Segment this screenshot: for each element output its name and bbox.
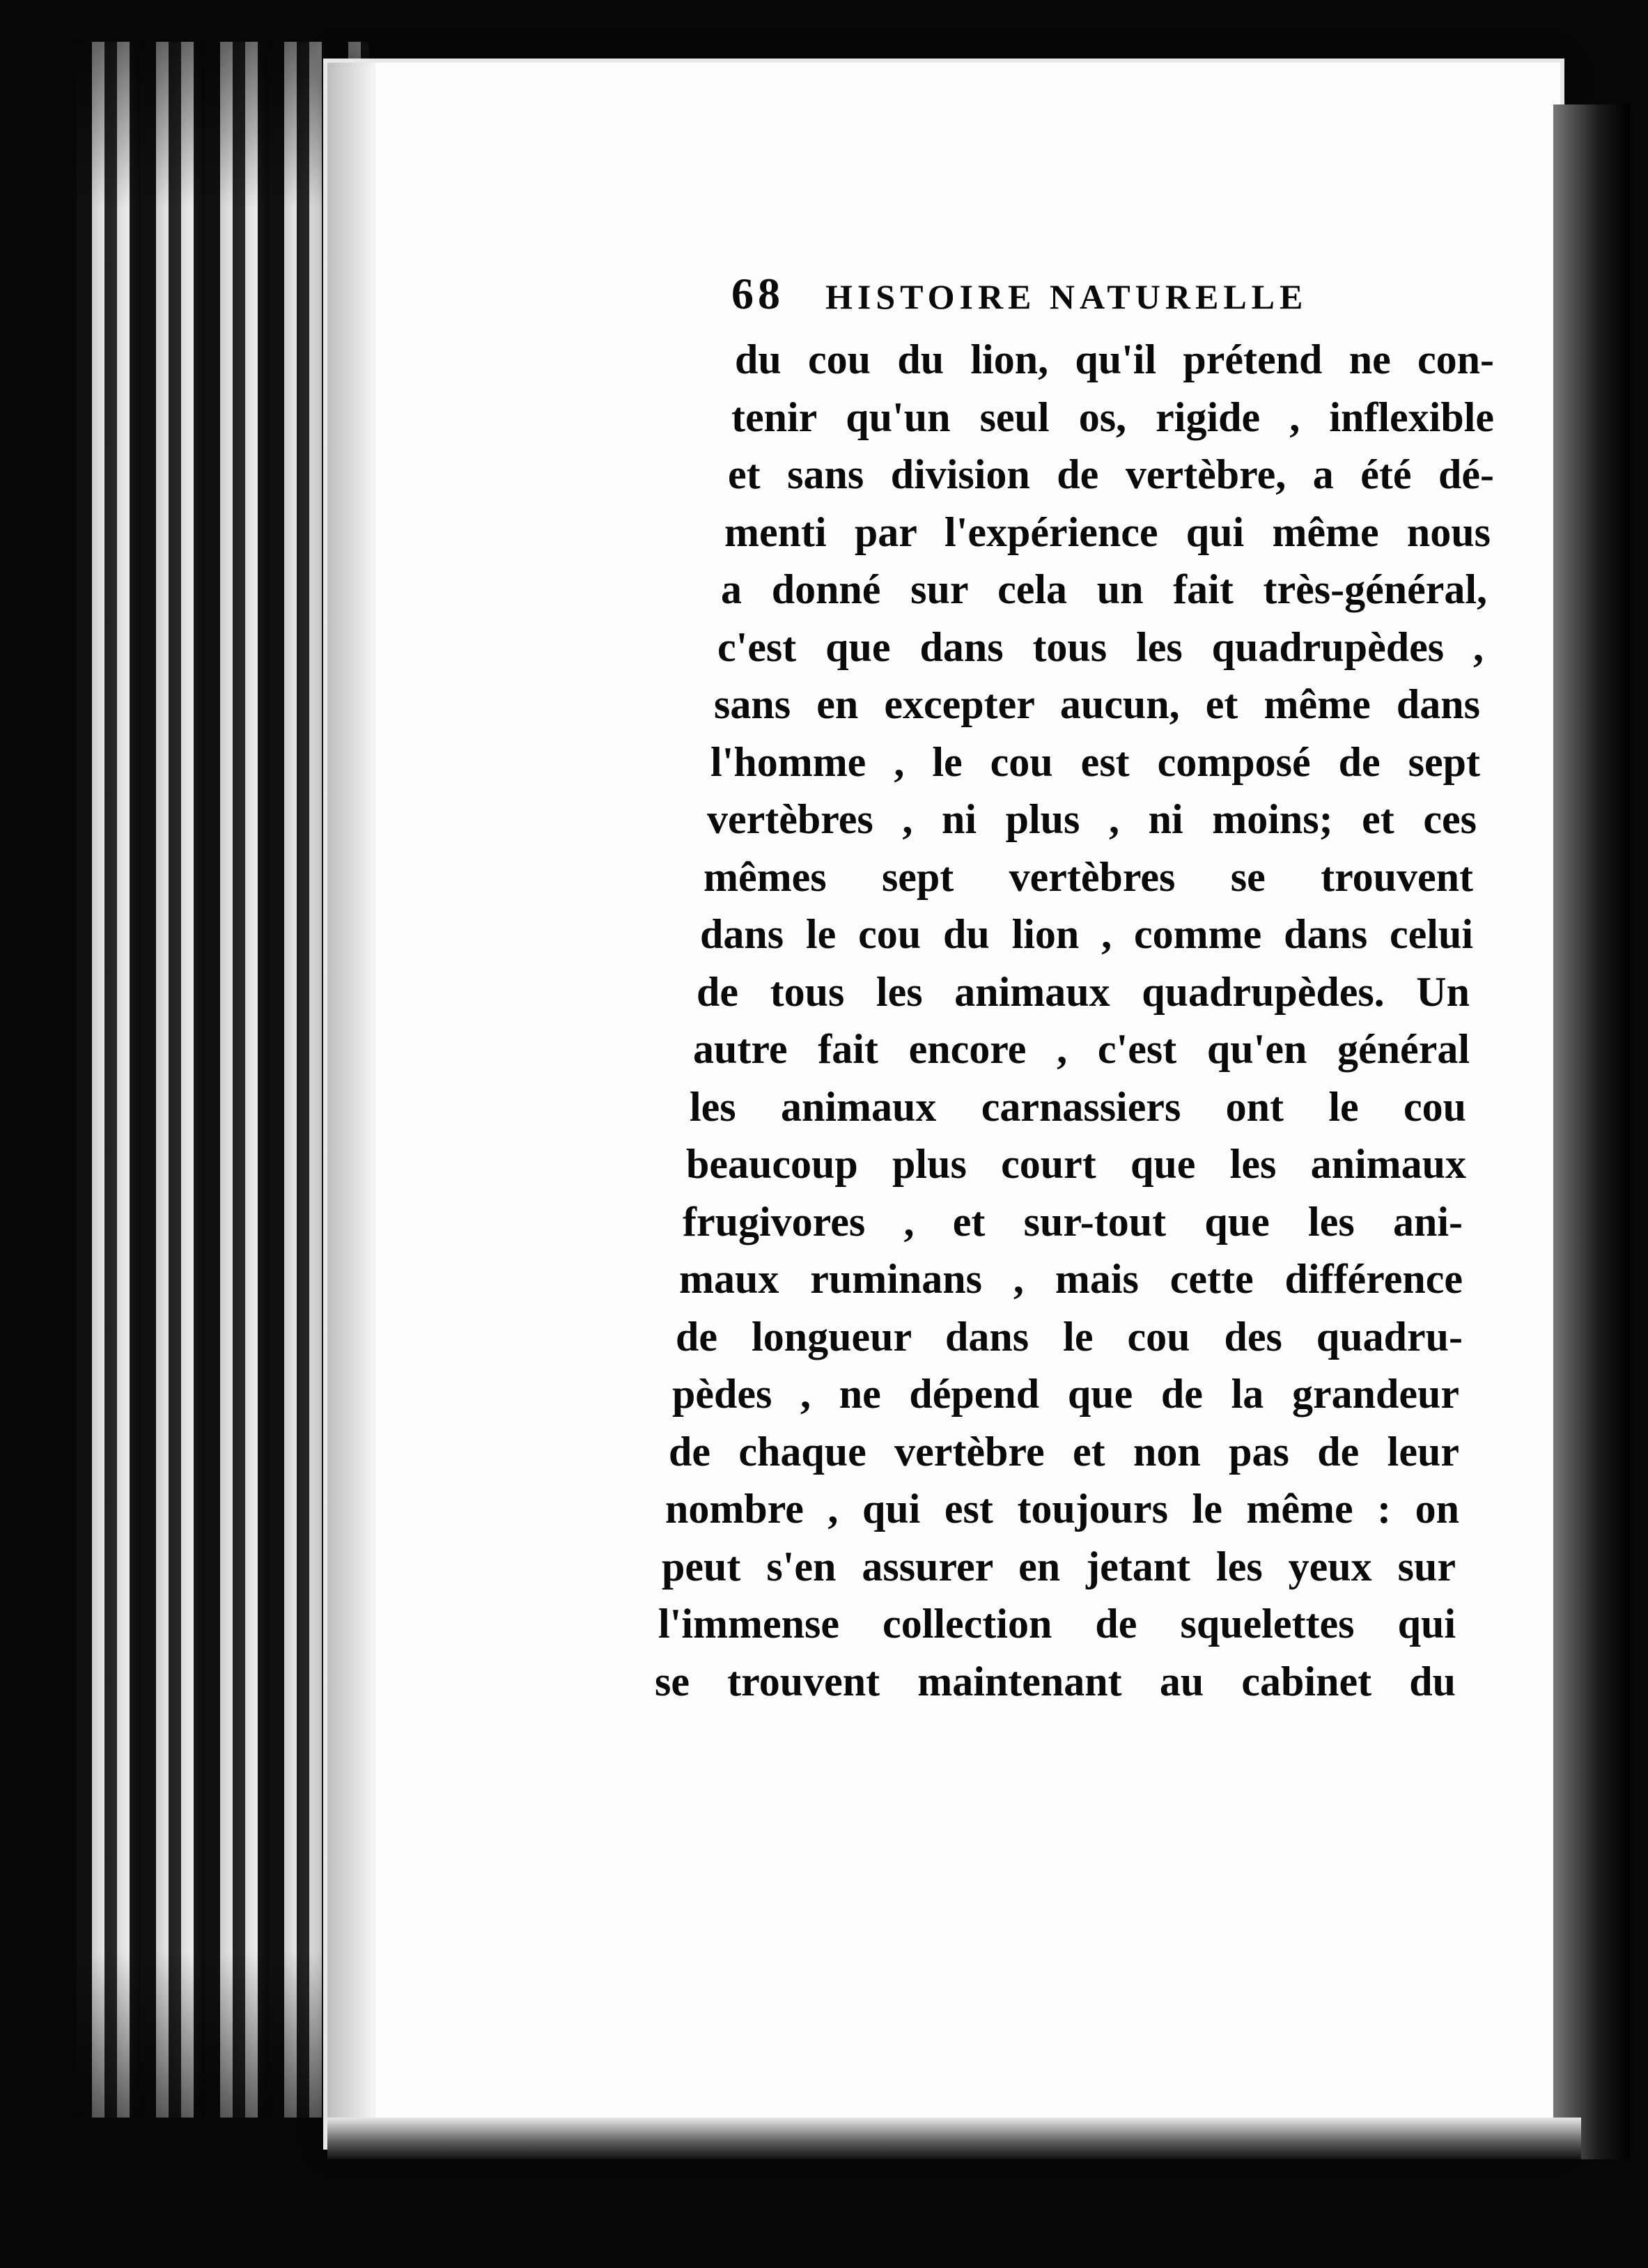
text-line: pèdes , ne dépend que de la grandeur — [672, 1371, 1459, 1417]
text-line: et sans division de vertèbre, a été dé- — [728, 451, 1494, 497]
text-line: l'homme , le cou est composé de sept — [710, 738, 1480, 785]
running-head-title: HISTOIRE NATURELLE — [825, 277, 1308, 316]
text-line: les animaux carnassiers ont le cou — [690, 1083, 1466, 1130]
text-line: a donné sur cela un fait très-général, — [721, 566, 1487, 612]
text-line: peut s'en assurer en jetant les yeux sur — [662, 1543, 1456, 1590]
text-line: dans le cou du lion , comme dans celui — [700, 911, 1473, 957]
text-line: nombre , qui est toujours le même : on — [665, 1486, 1459, 1532]
text-line: de tous les animaux quadrupèdes. Un — [697, 968, 1470, 1015]
text-line: tenir qu'un seul os, rigide , inflexible — [731, 394, 1494, 440]
text-line: vertèbres , ni plus , ni moins; et ces — [707, 796, 1477, 842]
text-line: de chaque vertèbre et non pas de leur — [669, 1428, 1459, 1475]
text-line: l'immense collection de squelettes qui — [658, 1601, 1456, 1647]
text-line: de longueur dans le cou des quadru- — [676, 1313, 1463, 1360]
text-line: autre fait encore , c'est qu'en général — [693, 1026, 1470, 1072]
text-line: menti par l'expérience qui même nous — [724, 508, 1491, 555]
right-edge-shadow — [1553, 104, 1630, 2159]
text-line: c'est que dans tous les quadrupèdes , — [717, 623, 1484, 670]
book-page-edges — [77, 42, 369, 2118]
text-line: se trouvent maintenant au cabinet du — [655, 1658, 1456, 1704]
page-number: 68 — [731, 269, 784, 318]
running-head — [679, 268, 1511, 331]
text-line: du cou du lion, qu'il prétend ne con- — [735, 336, 1494, 382]
page-gutter — [327, 63, 376, 2145]
text-line: frugivores , et sur-tout que les ani- — [683, 1198, 1463, 1245]
text-line: maux ruminans , mais cette différence — [679, 1256, 1463, 1302]
text-line: beaucoup plus court que les animaux — [686, 1141, 1466, 1187]
text-line: mêmes sept vertèbres se trouvent — [703, 853, 1473, 900]
bottom-page-edge — [327, 2118, 1581, 2159]
text-line: sans en excepter aucun, et même dans — [714, 681, 1480, 727]
text-block — [655, 268, 1511, 1710]
